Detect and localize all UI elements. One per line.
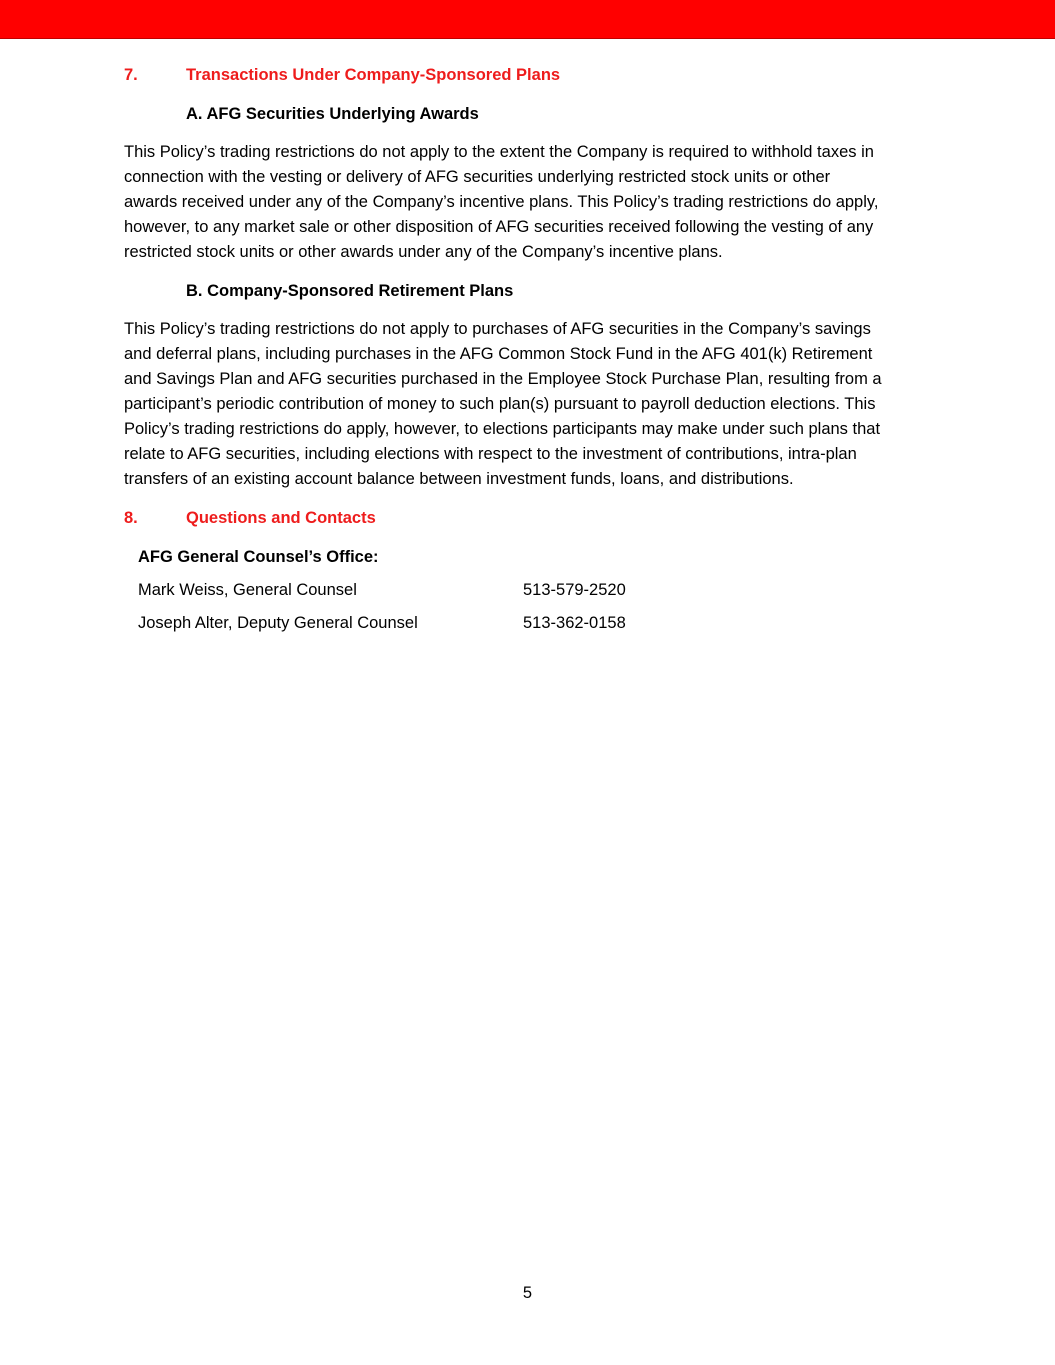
header-red-bar <box>0 0 1055 39</box>
contact-phone: 513-362-0158 <box>523 614 626 632</box>
paragraph-line: connection with the vesting or delivery of AFG securities underlying restricted stock units or other <box>124 168 831 186</box>
contact-name: Joseph Alter, Deputy General Counsel <box>138 614 418 632</box>
section-7-number: 7. <box>124 66 138 84</box>
paragraph-line: and deferral plans, including purchases in the AFG Common Stock Fund in the AFG 401(k) Retirement <box>124 345 873 363</box>
subsection-a-heading: A. AFG Securities Underlying Awards <box>186 105 479 123</box>
contact-phone: 513-579-2520 <box>523 581 626 599</box>
paragraph-line: awards received under any of the Company’s incentive plans. This Policy’s trading restrictions do apply, <box>124 193 879 211</box>
page-number: 5 <box>522 1284 533 1302</box>
paragraph-line: This Policy’s trading restrictions do not apply to the extent the Company is required to withhold taxes in <box>124 143 874 161</box>
paragraph-line: however, to any market sale or other disposition of AFG securities received following the vesting of any <box>124 218 874 236</box>
paragraph-line: Policy’s trading restrictions do apply, however, to elections participants may make under such plans that <box>124 420 881 438</box>
section-7-title: Transactions Under Company-Sponsored Plans <box>186 66 561 84</box>
paragraph-line: This Policy’s trading restrictions do not apply to purchases of AFG securities in the Company’s savings <box>124 320 871 338</box>
contact-name: Mark Weiss, General Counsel <box>138 581 357 599</box>
paragraph-line: transfers of an existing account balance between investment funds, loans, and distributions. <box>124 470 794 488</box>
subsection-b-paragraph <box>124 317 934 492</box>
subsection-a-paragraph <box>124 140 934 265</box>
section-8-title: Questions and Contacts <box>186 509 376 527</box>
office-heading: AFG General Counsel’s Office: <box>138 548 379 566</box>
paragraph-line: relate to AFG securities, including elections with respect to the investment of contributions, intra-plan <box>124 445 857 463</box>
paragraph-line: restricted stock units or other awards under any of the Company’s incentive plans. <box>124 243 723 261</box>
paragraph-line: and Savings Plan and AFG securities purchased in the Employee Stock Purchase Plan, resulting from a <box>124 370 882 388</box>
section-8-number: 8. <box>124 509 138 527</box>
subsection-b-heading: B. Company-Sponsored Retirement Plans <box>186 282 514 300</box>
paragraph-line: participant’s periodic contribution of money to such plan(s) pursuant to payroll deduction elections. This <box>124 395 876 413</box>
